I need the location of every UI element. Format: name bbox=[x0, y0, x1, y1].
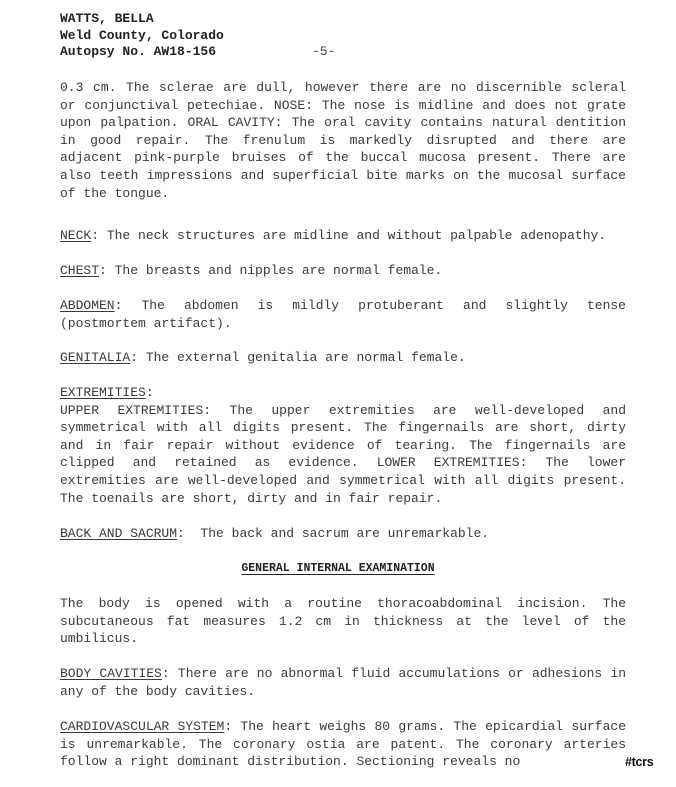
back-label: BACK AND SACRUM bbox=[60, 526, 178, 541]
paragraph-body-cavities bbox=[60, 665, 626, 700]
paragraph-eyes-oral: 0.3 cm. The sclerae are dull, however there are no discernible scleral or conjunctival petechiae. NOSE: The nose is midline and does not grate upon palpation. ORAL CAVITY: The oral cavity contains natural dentition in good repair. The frenulum is markedly disrupted and there are adjacent pink-purple bruises of the buccal mucosa present. There are also teeth impressions and superficial bite marks on the mucosal surface of the tongue. bbox=[60, 80, 626, 201]
body-cavities-label: BODY CAVITIES bbox=[60, 666, 162, 681]
section-title bbox=[0, 562, 676, 575]
extremities-label-suffix: : bbox=[145, 385, 154, 400]
extremities-text: UPPER EXTREMITIES: The upper extremities are well-developed and symmetrical with all digits present. The fingernails are short, dirty and in fair repair without evidence of tearing. The fingernails are clipped and retained as evidence. LOWER EXTREMITIES: The lower extremities are well-developed and symmetrical with all digits present. The toenails are short, dirty and in fair repair. bbox=[60, 402, 626, 506]
chest-text: : The breasts and nipples are normal female. bbox=[99, 263, 443, 278]
decedent-name: WATTS, BELLA bbox=[60, 11, 154, 26]
neck-label: NECK bbox=[60, 228, 92, 243]
paragraph-neck bbox=[60, 227, 626, 245]
genitalia-text: : The external genitalia are normal female. bbox=[130, 350, 466, 365]
cardiovascular-label: CARDIOVASCULAR SYSTEM bbox=[60, 719, 225, 734]
paragraph-extremities bbox=[60, 384, 626, 507]
paragraph-chest bbox=[60, 262, 626, 280]
county: Weld County, Colorado bbox=[60, 27, 224, 43]
paragraph-cardiovascular bbox=[60, 718, 626, 771]
internal-exam-heading: GENERAL INTERNAL EXAMINATION bbox=[241, 562, 435, 575]
back-text: : The back and sacrum are unremarkable. bbox=[177, 526, 490, 541]
paragraph-back bbox=[60, 525, 626, 543]
document-header bbox=[60, 11, 224, 61]
page-number: -5- bbox=[312, 44, 336, 59]
autopsy-number: Autopsy No. AW18-156 bbox=[60, 44, 217, 59]
body-cavities-text: : There are no abnormal fluid accumulations or adhesions in any of the body cavities. bbox=[60, 666, 627, 699]
paragraph-internal-intro: The body is opened with a routine thoracoabdominal incision. The subcutaneous fat measures 1.2 cm in thickness at the level of the umbilicus. bbox=[60, 596, 626, 647]
paragraph-abdomen bbox=[60, 297, 626, 332]
genitalia-label: GENITALIA bbox=[60, 350, 131, 365]
neck-text: : The neck structures are midline and without palpable adenopathy. bbox=[91, 228, 607, 243]
paragraph-genitalia bbox=[60, 349, 626, 367]
abdomen-label: ABDOMEN bbox=[60, 298, 115, 313]
extremities-label: EXTREMITIES bbox=[60, 385, 146, 400]
chest-label: CHEST bbox=[60, 263, 100, 278]
watermark-tag: #tcrs bbox=[625, 755, 654, 769]
abdomen-text: : The abdomen is mildly protuberant and slightly tense (postmortem artifact). bbox=[60, 298, 626, 331]
cardiovascular-text: : The heart weighs 80 grams. The epicardial surface is unremarkable. The coronary ostia are patent. The coronary arteries follow a right dominant distribution. Sectioning reveals no bbox=[60, 719, 626, 770]
